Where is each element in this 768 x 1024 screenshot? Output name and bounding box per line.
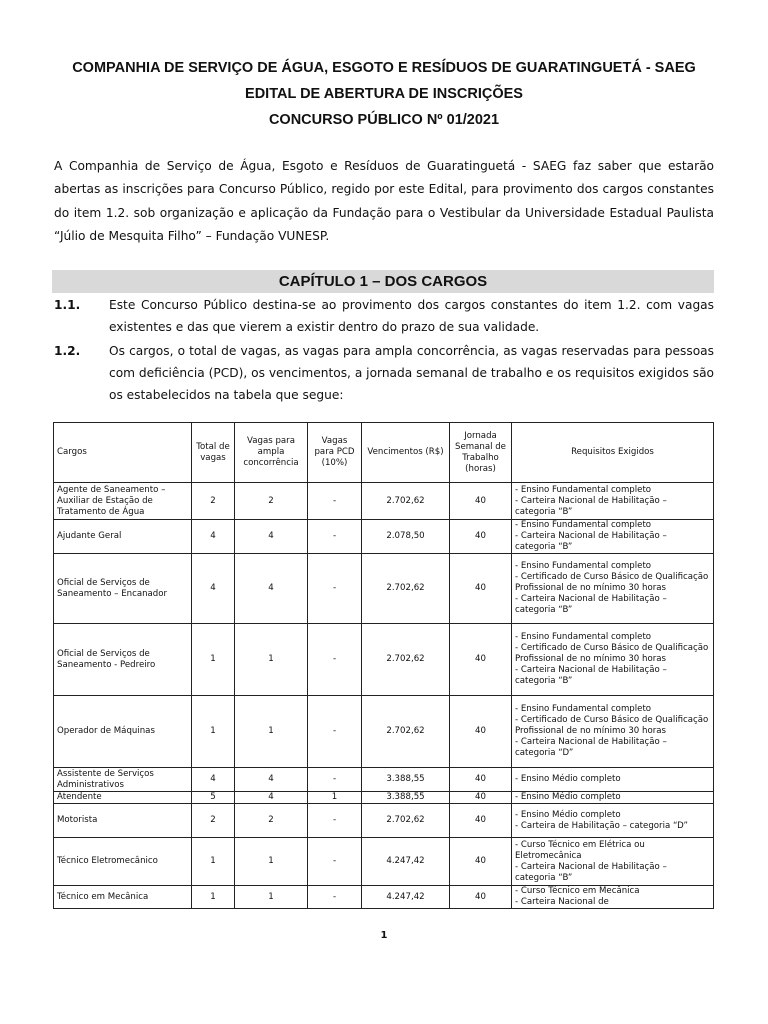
- table-row: [54, 804, 714, 838]
- cell-total-vagas: 1: [192, 696, 235, 768]
- table-body: [54, 483, 714, 909]
- cell-jornada: 40: [450, 792, 512, 804]
- cargos-table: [53, 422, 714, 909]
- table-row: [54, 792, 714, 804]
- cell-vencimentos: 2.702,62: [362, 696, 450, 768]
- requisito-item: - Curso Técnico em Mecânica: [515, 886, 640, 896]
- header-total-vagas: Total de vagas: [192, 423, 235, 483]
- requisito-item: - Certificado de Curso Básico de Qualificação Profissional de no mínimo 30 horas: [515, 643, 709, 664]
- item-number: 1.1.: [54, 298, 81, 312]
- cell-total-vagas: 5: [192, 792, 235, 804]
- cell-pcd: -: [308, 520, 362, 554]
- requisito-item: - Carteira Nacional de Habilitação – categoria “B”: [515, 531, 667, 552]
- item-text: Os cargos, o total de vagas, as vagas para ampla concorrência, as vagas reservadas para pessoas com deficiência (PCD), os vencimentos, a jornada semanal de trabalho e os requisitos exigidos são os estabelecidos na tabela que segue:: [109, 344, 714, 402]
- requisito-item: - Carteira Nacional de Habilitação – categoria “D”: [515, 737, 667, 758]
- page-number: 1: [380, 930, 388, 941]
- cell-pcd: -: [308, 554, 362, 624]
- table-row: [54, 886, 714, 909]
- cell-requisitos: [512, 554, 714, 624]
- cell-pcd: -: [308, 696, 362, 768]
- cell-jornada: 40: [450, 624, 512, 696]
- item-1-1: [54, 294, 714, 338]
- table-row: [54, 520, 714, 554]
- requisito-item: - Ensino Fundamental completo: [515, 484, 652, 495]
- cell-ampla: 4: [235, 768, 308, 792]
- requisito-item: - Carteira de Habilitação – categoria “D”: [515, 820, 688, 831]
- header-ampla: Vagas para ampla concorrência: [235, 423, 308, 483]
- cell-total-vagas: 2: [192, 804, 235, 838]
- requisito-item: - Curso Técnico em Elétrica ou Eletromecânica: [515, 839, 645, 861]
- cell-requisitos: [512, 520, 714, 554]
- cell-jornada: 40: [450, 768, 512, 792]
- requisito-item: - Certificado de Curso Básico de Qualificação Profissional de no mínimo 30 horas: [515, 572, 709, 593]
- requisito-item: - Ensino Médio completo: [515, 774, 621, 784]
- intro-paragraph: A Companhia de Serviço de Água, Esgoto e Resíduos de Guaratinguetá - SAEG faz saber que estarão abertas as inscrições para Concurso Público, regido por este Edital, para provimento dos cargos constantes do item 1.2. sob organização e aplicação da Fundação para o Vestibular da Universidade Estadual Paulista “Júlio de Mesquita Filho” – Fundação VUNESP.: [54, 159, 714, 244]
- cell-pcd: -: [308, 886, 362, 909]
- cell-cargo: Motorista: [54, 804, 192, 838]
- cell-total-vagas: 4: [192, 554, 235, 624]
- cell-jornada: 40: [450, 886, 512, 909]
- requisito-item: - Ensino Fundamental completo: [515, 632, 652, 642]
- cell-vencimentos: 2.078,50: [362, 520, 450, 554]
- cell-jornada: 40: [450, 696, 512, 768]
- cell-ampla: 1: [235, 696, 308, 768]
- cell-pcd: 1: [308, 792, 362, 804]
- chapter-heading: CAPÍTULO 1 – DOS CARGOS: [52, 270, 714, 293]
- cell-jornada: 40: [450, 483, 512, 520]
- header-vencimentos: Vencimentos (R$): [362, 423, 450, 483]
- cell-vencimentos: 2.702,62: [362, 624, 450, 696]
- table-header-row: [54, 423, 714, 483]
- cell-ampla: 1: [235, 838, 308, 886]
- requisito-item: - Carteira Nacional de Habilitação – categoria “B”: [515, 495, 667, 517]
- cell-ampla: 4: [235, 792, 308, 804]
- cell-vencimentos: 3.388,55: [362, 768, 450, 792]
- requisito-item: - Ensino Médio completo: [515, 792, 621, 802]
- requisito-item: - Certificado de Curso Básico de Qualificação Profissional de no mínimo 30 horas: [515, 715, 709, 736]
- document-header: [0, 55, 768, 133]
- cell-ampla: 1: [235, 624, 308, 696]
- cell-cargo: Atendente: [54, 792, 192, 804]
- cell-cargo: Técnico em Mecânica: [54, 886, 192, 909]
- concurso-title: CONCURSO PÚBLICO Nº 01/2021: [268, 112, 500, 128]
- header-requisitos: Requisitos Exigidos: [512, 423, 714, 483]
- item-number: 1.2.: [54, 344, 81, 358]
- cell-pcd: -: [308, 483, 362, 520]
- cell-cargo: Ajudante Geral: [54, 520, 192, 554]
- item-1-2: [54, 340, 714, 406]
- table-row: [54, 624, 714, 696]
- cell-vencimentos: 4.247,42: [362, 838, 450, 886]
- cell-total-vagas: 4: [192, 520, 235, 554]
- cell-cargo: Técnico Eletromecânico: [54, 838, 192, 886]
- table-row: [54, 838, 714, 886]
- cell-pcd: -: [308, 804, 362, 838]
- table-row: [54, 768, 714, 792]
- cell-jornada: 40: [450, 804, 512, 838]
- cell-requisitos: [512, 624, 714, 696]
- cell-cargo: Oficial de Serviços de Saneamento – Encanador: [54, 554, 192, 624]
- cell-requisitos: [512, 768, 714, 792]
- table-row: [54, 483, 714, 520]
- cell-total-vagas: 1: [192, 624, 235, 696]
- requisito-item: - Ensino Fundamental completo: [515, 561, 652, 571]
- requisito-item: - Ensino Médio completo: [515, 809, 621, 820]
- cell-requisitos: [512, 483, 714, 520]
- item-text: Este Concurso Público destina-se ao provimento dos cargos constantes do item 1.2. com vagas existentes e das que vierem a existir dentro do prazo de sua validade.: [109, 298, 714, 334]
- requisito-item: - Ensino Fundamental completo: [515, 520, 652, 530]
- cell-requisitos: [512, 696, 714, 768]
- cell-pcd: -: [308, 838, 362, 886]
- cell-ampla: 2: [235, 804, 308, 838]
- cell-pcd: -: [308, 768, 362, 792]
- cell-pcd: -: [308, 624, 362, 696]
- cell-ampla: 1: [235, 886, 308, 909]
- cell-requisitos: [512, 886, 714, 909]
- table-row: [54, 554, 714, 624]
- cell-vencimentos: 3.388,55: [362, 792, 450, 804]
- cell-vencimentos: 2.702,62: [362, 804, 450, 838]
- cell-total-vagas: 1: [192, 886, 235, 909]
- requisito-item: - Ensino Fundamental completo: [515, 704, 652, 714]
- cell-vencimentos: 2.702,62: [362, 483, 450, 520]
- requisito-item: - Carteira Nacional de Habilitação – categoria “B”: [515, 594, 667, 615]
- cell-vencimentos: 4.247,42: [362, 886, 450, 909]
- header-pcd: Vagas para PCD (10%): [308, 423, 362, 483]
- cell-cargo: Oficial de Serviços de Saneamento - Pedreiro: [54, 624, 192, 696]
- cell-jornada: 40: [450, 520, 512, 554]
- cell-jornada: 40: [450, 554, 512, 624]
- requisito-item: - Carteira Nacional de Habilitação – categoria “B”: [515, 665, 667, 686]
- cell-total-vagas: 1: [192, 838, 235, 886]
- header-cargos: Cargos: [54, 423, 192, 483]
- cell-cargo: Operador de Máquinas: [54, 696, 192, 768]
- cell-ampla: 4: [235, 520, 308, 554]
- company-title: COMPANHIA DE SERVIÇO DE ÁGUA, ESGOTO E RESÍDUOS DE GUARATINGUETÁ - SAEG: [72, 60, 696, 76]
- cell-total-vagas: 2: [192, 483, 235, 520]
- cell-requisitos: [512, 792, 714, 804]
- cell-cargo: Assistente de Serviços Administrativos: [54, 768, 192, 792]
- edital-title: EDITAL DE ABERTURA DE INSCRIÇÕES: [245, 86, 523, 102]
- cell-vencimentos: 2.702,62: [362, 554, 450, 624]
- cell-ampla: 4: [235, 554, 308, 624]
- cell-requisitos: [512, 804, 714, 838]
- cell-ampla: 2: [235, 483, 308, 520]
- cell-jornada: 40: [450, 838, 512, 886]
- requisito-item: - Carteira Nacional de: [515, 897, 609, 907]
- table-row: [54, 696, 714, 768]
- header-jornada: Jornada Semanal de Trabalho (horas): [450, 423, 512, 483]
- cell-cargo: Agente de Saneamento – Auxiliar de Estação de Tratamento de Água: [54, 483, 192, 520]
- requisito-item: - Carteira Nacional de Habilitação – categoria “B”: [515, 861, 667, 883]
- cell-requisitos: [512, 838, 714, 886]
- cell-total-vagas: 4: [192, 768, 235, 792]
